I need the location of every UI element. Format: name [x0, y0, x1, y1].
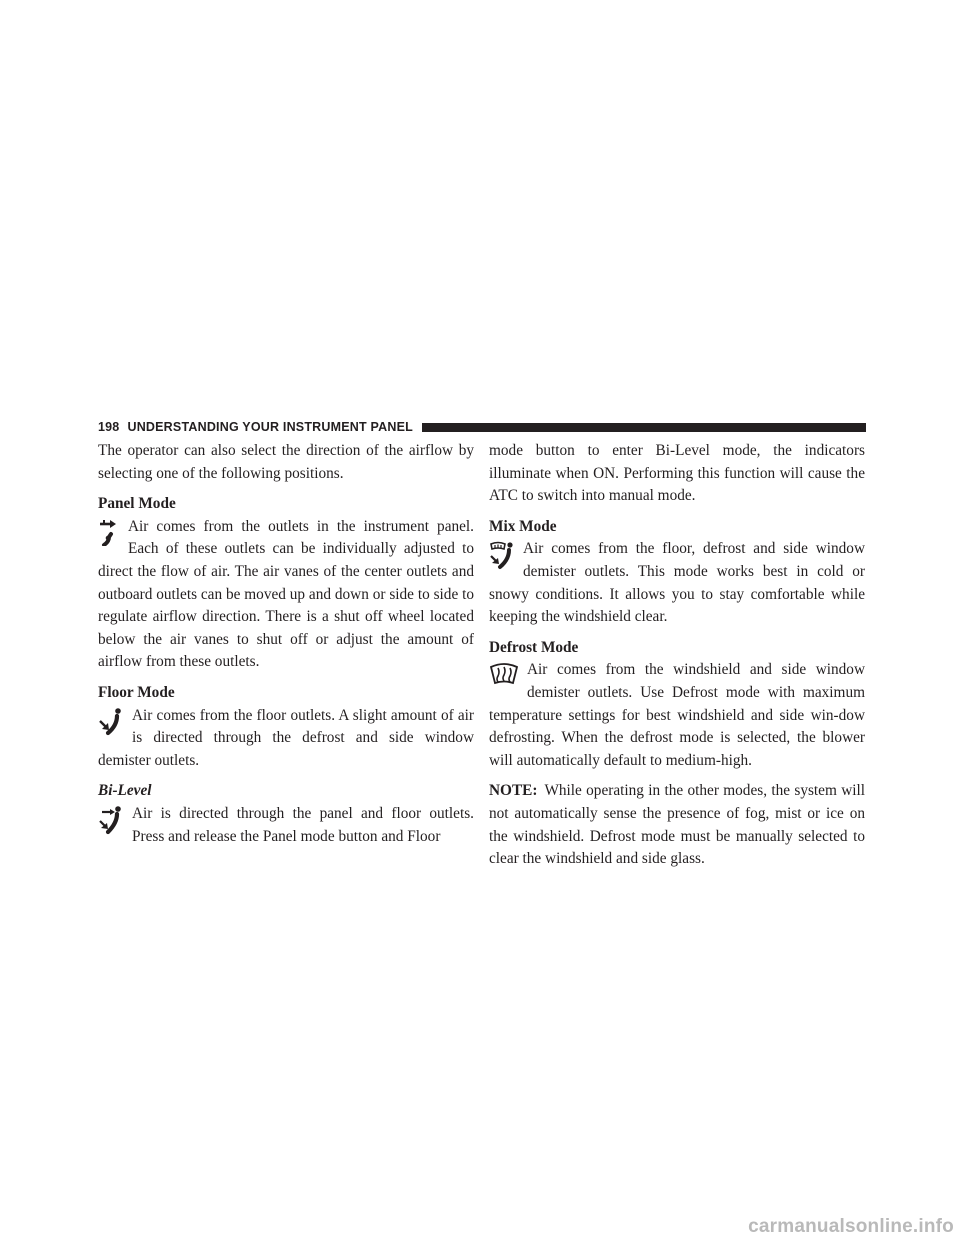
page-header	[98, 417, 866, 437]
note-text: While operating in the other modes, the system will not automatically sense the presence of fog, mist or ice on the windshield. Defrost mode must be manually selected to clear the windshield and side glass.	[489, 782, 865, 868]
page-number: 198	[98, 420, 120, 434]
panel-mode-section	[98, 516, 474, 674]
floor-mode-section	[98, 705, 474, 773]
floor-mode-heading: Floor Mode	[98, 683, 175, 701]
defrost-mode-text: Air comes from the windshield and side window demister outlets. Use Defrost mode with maximum temperature settings for best windshield and side win-dow defrosting. When the defrost mode is selected, the blower will automatically default to medium-high.	[489, 661, 865, 769]
bi-level-icon	[98, 805, 124, 835]
section-title: UNDERSTANDING YOUR INSTRUMENT PANEL	[127, 420, 413, 434]
panel-mode-heading: Panel Mode	[98, 495, 176, 513]
bi-level-heading: Bi-Level	[98, 782, 152, 800]
intro-paragraph: The operator can also select the direction of the airflow by selecting one of the following positions.	[98, 442, 474, 482]
defrost-mode-section	[489, 659, 865, 772]
bi-level-text: Air is directed through the panel and floor outlets. Press and release the Panel mode button and Floor	[132, 804, 474, 845]
bi-level-continuation: mode button to enter Bi-Level mode, the indicators illuminate when ON. Performing this function will cause the ATC to switch into manual mode.	[489, 442, 865, 505]
panel-mode-icon	[98, 518, 120, 546]
note-label: NOTE:	[489, 782, 538, 800]
watermark: carmanualsonline.info	[748, 1216, 954, 1237]
mix-mode-text: Air comes from the floor, defrost and side window demister outlets. This mode works best in cold or snowy conditions. It allows you to stay comfortable while keeping the windshield clear.	[489, 540, 865, 626]
left-column	[98, 440, 474, 848]
note-paragraph	[489, 780, 865, 870]
bi-level-section	[98, 803, 474, 848]
mix-mode-section	[489, 538, 865, 628]
floor-mode-icon	[98, 707, 124, 737]
defrost-mode-heading: Defrost Mode	[489, 638, 579, 656]
right-column	[489, 440, 865, 871]
floor-mode-text: Air comes from the floor outlets. A slight amount of air is directed through the defrost and side window demister outlets.	[98, 706, 474, 769]
defrost-mode-icon	[489, 661, 519, 689]
panel-mode-text: Air comes from the outlets in the instrument panel. Each of these outlets can be individually adjusted to direct the flow of air. The air vanes of the center outlets and outboard outlets can be moved up and down or side to side to regulate airflow direction. There is a shut off wheel located below the air vanes to shut off or adjust the amount of airflow from these outlets.	[98, 517, 474, 671]
mix-mode-heading: Mix Mode	[489, 517, 557, 535]
mix-mode-icon	[489, 540, 515, 570]
header-rule	[422, 423, 866, 432]
